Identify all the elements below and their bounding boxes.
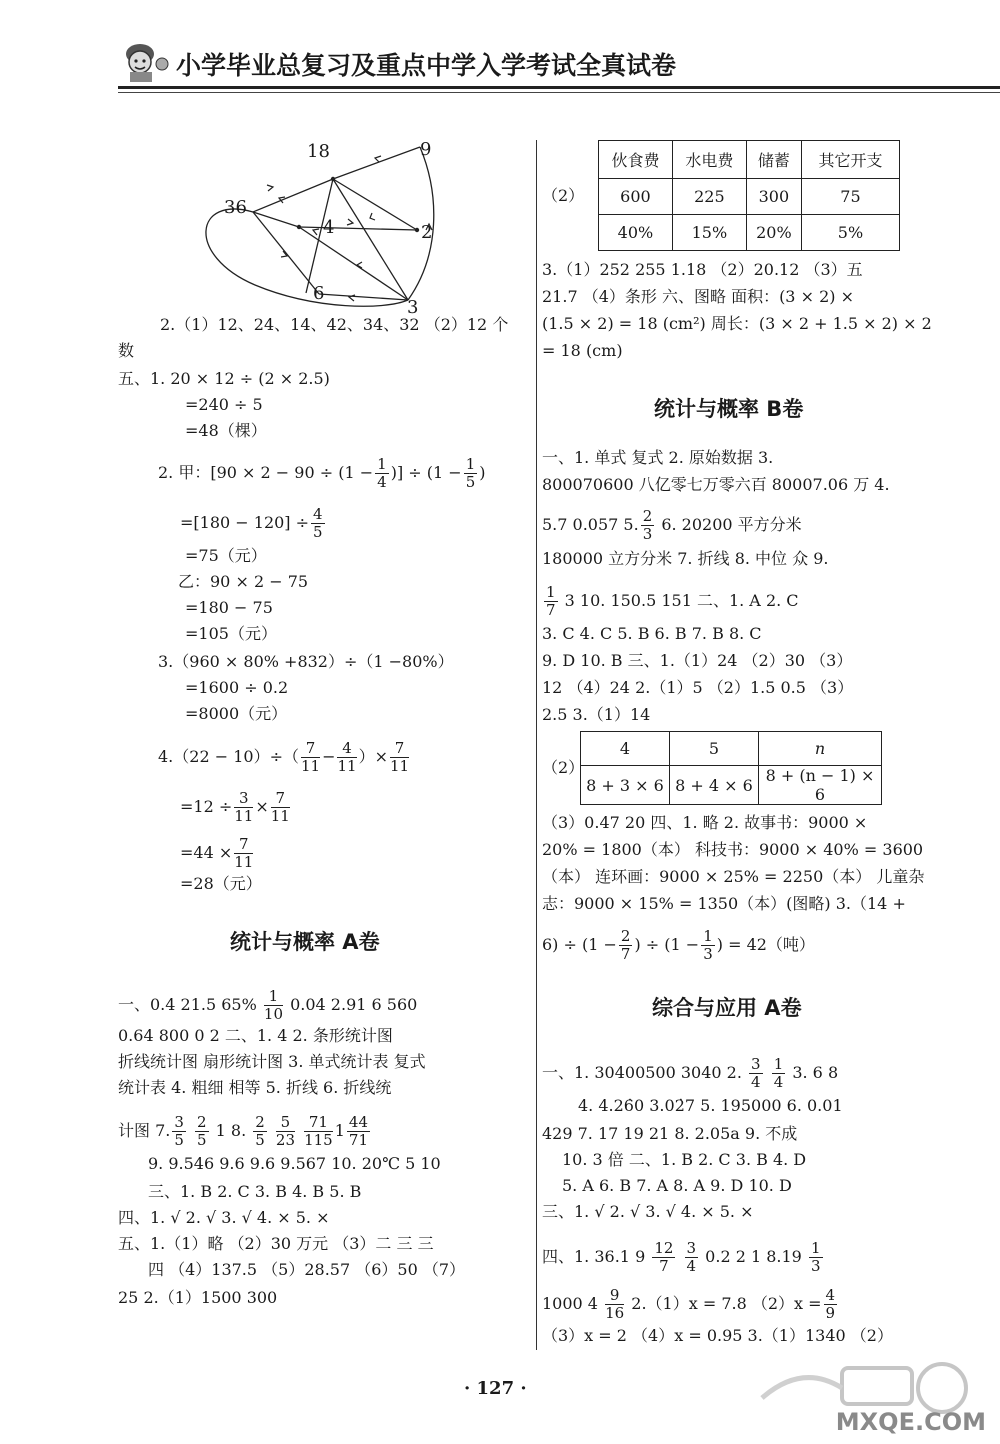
table-cell: 225	[672, 179, 746, 215]
node-label: 4	[323, 217, 335, 238]
answer-line: 5.7 0.057 5. $\frac{2}{3}$ 6. 20200 平方分米	[542, 507, 802, 543]
table-header-cell: n	[759, 732, 882, 766]
answer-line: 429 7. 17 19 21 8. 2.05a 9. 不成	[542, 1124, 798, 1143]
answer-line: 计图 7. $\frac{3}{5}$ $\frac{2}{5}$ 1 8. $\frac{2}{5}$ $\frac{5}{23}$ $\frac{71}{115}$ 1 $\frac{44}{71}$	[118, 1113, 369, 1149]
table-header-cell: 4	[581, 732, 670, 766]
header-rule-thin	[118, 92, 1000, 93]
fraction: $\frac{71}{115}$	[304, 1113, 333, 1149]
answer-line: （3）x = 2 （4）x = 0.95 3.（1）1340 （2）	[542, 1326, 893, 1345]
node-label: 9	[420, 139, 432, 160]
answer-line: 20% = 1800（本） 科技书：9000 × 40% = 3600	[542, 840, 924, 859]
fraction: $\frac{3}{4}$	[751, 1055, 761, 1091]
answer-line: =48（棵）	[185, 421, 267, 440]
fraction: $\frac{2}{5}$	[255, 1113, 265, 1149]
answer-line: 3.（960 × 80% +832）÷（1 −80%）	[158, 652, 454, 671]
fraction: $\frac{2}{7}$	[620, 927, 631, 963]
answer-line: (1.5 × 2) = 18 (cm²) 周长：(3 × 2 + 1.5 × 2) × 2	[542, 314, 932, 333]
answer-line: 四 （4）137.5 （5）28.57 （6）50 （7）	[148, 1260, 466, 1279]
answer-line: 五、1. 20 × 12 ÷ (2 × 2.5)	[118, 369, 330, 388]
table-cell: 8 + 4 × 6	[670, 766, 759, 805]
answer-line: 乙：90 × 2 − 75	[178, 572, 309, 591]
answer-line: = 18 (cm)	[542, 341, 623, 360]
expense-table	[598, 140, 900, 251]
answer-line: 2. 甲：[90 × 2 − 90 ÷ (1 − $\frac{1}{4}$ )] ÷ (1 − $\frac{1}{5}$ )	[158, 455, 486, 491]
pattern-table	[580, 731, 882, 805]
answer-line: （3）0.47 20 四、1. 略 2. 故事书：9000 ×	[542, 813, 868, 832]
fraction: $\frac{7}{11}$	[234, 835, 254, 871]
fraction: $\frac{1}{4}$	[377, 455, 387, 491]
answer-line: =180 − 75	[185, 598, 273, 617]
fraction: $\frac{7}{11}$	[270, 789, 290, 825]
answer-line: 9. 9.546 9.6 9.6 9.567 10. 20℃ 5 10	[148, 1154, 441, 1173]
node-label: 6	[313, 283, 325, 304]
answer-line: 6) ÷ (1 − $\frac{2}{7}$ ) ÷ (1 − $\frac{1}{3}$ ) = 42（吨）	[542, 927, 815, 963]
answer-line: 10. 3 倍 二、1. B 2. C 3. B 4. D	[562, 1150, 807, 1169]
answer-line: 21.7 （4）条形 六、图略 面积：(3 × 2) ×	[542, 287, 854, 306]
answer-line: 4.（22 − 10）÷（ $\frac{7}{11}$ − $\frac{4}{11}$ ）× $\frac{7}{11}$	[158, 739, 410, 775]
fraction: $\frac{1}{4}$	[773, 1055, 784, 1091]
answer-line: 2.5 3.（1）14	[542, 705, 651, 724]
answer-line: =8000（元）	[185, 704, 288, 723]
node-label: 2	[421, 222, 433, 243]
fraction: $\frac{4}{11}$	[337, 739, 357, 775]
answer-line: =1600 ÷ 0.2	[185, 678, 289, 697]
fraction: $\frac{1}{3}$	[810, 1239, 821, 1275]
fraction: $\frac{4}{9}$	[825, 1286, 836, 1322]
page-header	[118, 40, 1000, 90]
table-header-cell: 其它开支	[801, 141, 899, 179]
table-label: （2）	[542, 186, 585, 205]
answer-line: =12 ÷ $\frac{3}{11}$ × $\frac{7}{11}$	[180, 789, 290, 825]
answer-line: 0.64 800 0 2 二、1. 4 2. 条形统计图	[118, 1026, 393, 1045]
fraction: $\frac{1}{3}$	[703, 927, 713, 963]
header-rule	[118, 86, 1000, 89]
table-cell: 600	[599, 179, 673, 215]
fraction: $\frac{1}{7}$	[546, 583, 556, 619]
section-title: 统计与概率 B卷	[654, 397, 804, 421]
answer-line: =[180 − 120] ÷ $\frac{4}{5}$	[180, 505, 323, 541]
answer-line: 志：9000 × 15% = 1350（本）(图略) 3.（14 +	[542, 894, 906, 913]
answer-line: 12 （4）24 2.（1）5 （2）1.5 0.5 （3）	[542, 678, 854, 697]
answer-line: 180000 立方分米 7. 折线 8. 中位 众 9.	[542, 549, 829, 568]
table-header-cell: 伙食费	[599, 141, 673, 179]
fraction: $\frac{2}{5}$	[197, 1113, 207, 1149]
column-divider	[536, 140, 537, 1350]
section-title: 统计与概率 A卷	[230, 930, 380, 954]
answer-line: 5. A 6. B 7. A 8. A 9. D 10. D	[562, 1176, 792, 1195]
table-cell: 5%	[801, 215, 899, 251]
fraction: $\frac{4}{5}$	[313, 505, 323, 541]
arrow-diagram	[195, 135, 455, 320]
node-label: 3	[407, 297, 419, 318]
fraction: $\frac{44}{71}$	[348, 1113, 369, 1149]
answer-line: （本） 连环画：9000 × 25% = 2250（本） 儿童杂	[542, 867, 925, 886]
answer-line: 3. C 4. C 5. B 6. B 7. B 8. C	[542, 624, 762, 643]
node-label: 18	[307, 141, 330, 162]
fraction: $\frac{9}{16}$	[605, 1286, 625, 1322]
fraction: $\frac{3}{5}$	[174, 1113, 184, 1149]
answer-line: =105（元）	[185, 624, 277, 643]
fraction: $\frac{3}{11}$	[234, 789, 254, 825]
answer-line: 800070600 八亿零七万零六百 80007.06 万 4.	[542, 475, 890, 494]
answer-line: 四、1. 36.1 9 $\frac{12}{7}$ $\frac{3}{4}$ 0.2 2 1 8.19 $\frac{1}{3}$	[542, 1239, 821, 1275]
table-cell: 75	[801, 179, 899, 215]
answer-line: 四、1. √ 2. √ 3. √ 4. × 5. ×	[118, 1208, 330, 1227]
answer-line: 9. D 10. B 三、1.（1）24 （2）30 （3）	[542, 651, 853, 670]
fraction: $\frac{5}{23}$	[275, 1113, 295, 1149]
table-cell: 8 + 3 × 6	[581, 766, 670, 805]
answer-line: 五、1.（1）略 （2）30 万元 （3）二 三 三	[118, 1234, 434, 1253]
node-label: 36	[224, 197, 247, 218]
mascot-logo-icon	[118, 40, 174, 84]
watermark-text: MXQE.COM	[835, 1408, 986, 1436]
page-number: · 127 ·	[464, 1378, 527, 1399]
answer-line: =240 ÷ 5	[185, 395, 263, 414]
fraction: $\frac{7}{11}$	[300, 739, 321, 775]
table-cell: 8 + (n − 1) × 6	[759, 766, 882, 805]
table-header-cell: 储蓄	[746, 141, 801, 179]
answer-line: 一、1. 单式 复式 2. 原始数据 3.	[542, 448, 774, 467]
table-label: （2）	[542, 758, 585, 777]
answer-line: 数	[118, 341, 135, 360]
answer-line: 2.（1）12、24、14、42、34、32 （2）12 个	[160, 315, 509, 334]
table-cell: 15%	[672, 215, 746, 251]
answer-line: =44 × $\frac{7}{11}$	[180, 835, 254, 871]
section-title: 综合与应用 A卷	[652, 996, 802, 1020]
answer-line: 25 2.（1）1500 300	[118, 1288, 278, 1307]
answer-line: 一、1. 30400500 3040 2. $\frac{3}{4}$ $\frac{1}{4}$ 3. 6 8	[542, 1055, 839, 1091]
fraction: $\frac{7}{11}$	[390, 739, 410, 775]
table-cell: 40%	[599, 215, 673, 251]
header-title: 小学毕业总复习及重点中学入学考试全真试卷	[176, 51, 677, 80]
answer-line: 三、1. √ 2. √ 3. √ 4. × 5. ×	[542, 1202, 754, 1221]
answer-line: 3.（1）252 255 1.18 （2）20.12 （3）五	[542, 260, 863, 279]
fraction: $\frac{3}{4}$	[686, 1239, 697, 1275]
answer-line: =28（元）	[180, 874, 262, 893]
table-header-cell: 水电费	[672, 141, 746, 179]
answer-line: 一、0.4 21.5 65% $\frac{1}{10}$ 0.04 2.91 6 560	[118, 987, 418, 1023]
answer-line: 1000 4 $\frac{9}{16}$ 2.（1）x = 7.8 （2）x = $\frac{4}{9}$	[542, 1286, 836, 1322]
table-cell: 20%	[746, 215, 801, 251]
table-header-cell: 5	[670, 732, 759, 766]
answer-line: 三、1. B 2. C 3. B 4. B 5. B	[148, 1182, 362, 1201]
answer-line: $\frac{1}{7}$ 3 10. 150.5 151 二、1. A 2. C	[546, 583, 799, 619]
answer-line: 折线统计图 扇形统计图 3. 单式统计表 复式	[118, 1052, 426, 1071]
answer-line: 4. 4.26̇0 3.02̇7 5. 195000 6. 0.01	[578, 1096, 843, 1115]
answer-line: 统计表 4. 粗细 相等 5. 折线 6. 折线统	[118, 1078, 392, 1097]
fraction: $\frac{1}{5}$	[465, 455, 476, 491]
fraction: $\frac{12}{7}$	[654, 1239, 674, 1275]
answer-line: =75（元）	[185, 546, 267, 565]
fraction: $\frac{1}{10}$	[263, 987, 283, 1023]
fraction: $\frac{2}{3}$	[642, 507, 653, 543]
table-cell: 300	[746, 179, 801, 215]
